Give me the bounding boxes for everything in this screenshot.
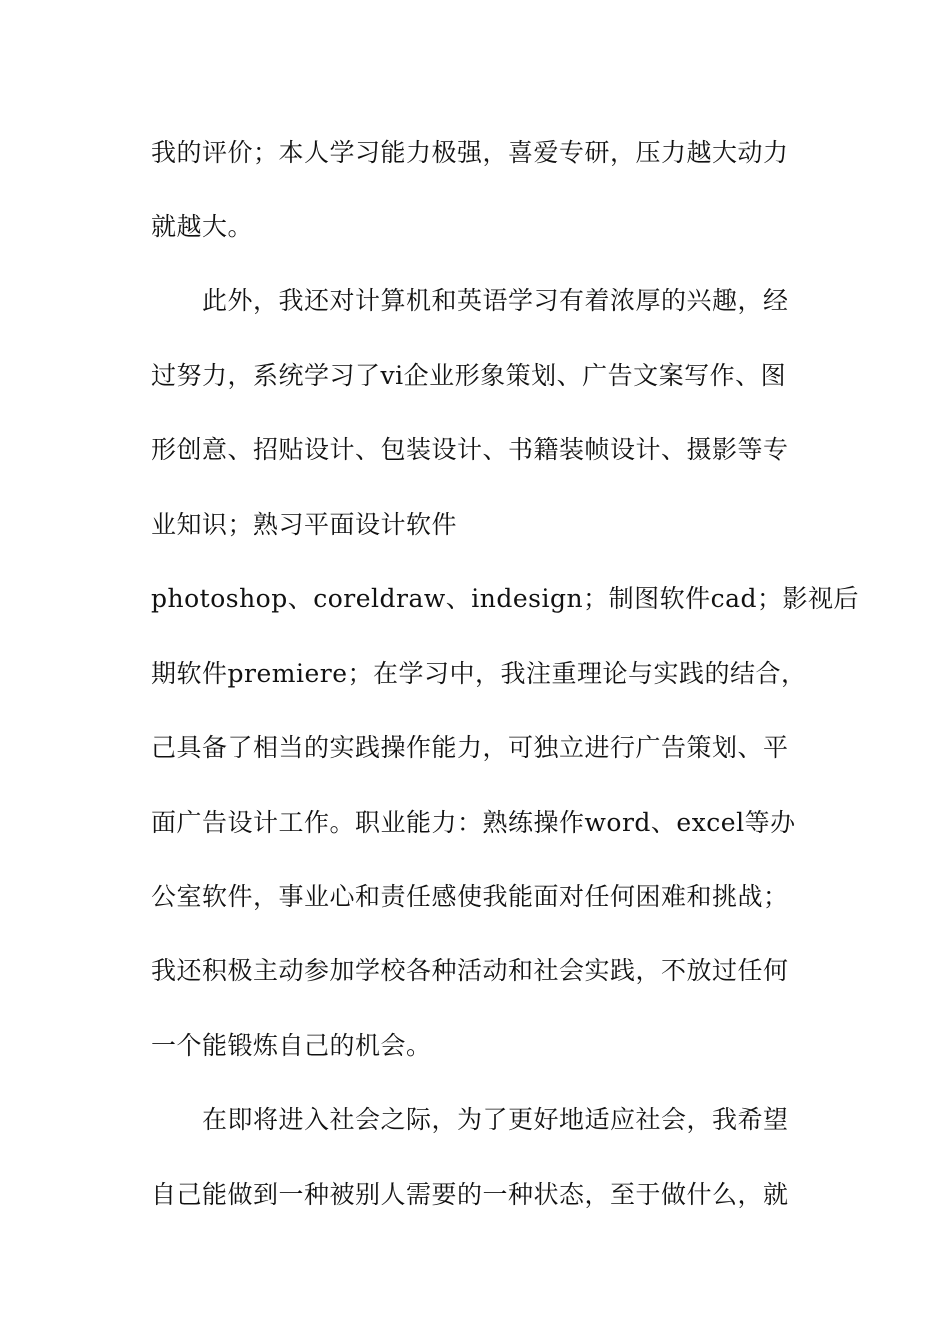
text-line: 己具备了相当的实践操作能力，可独立进行广告策划、平 bbox=[151, 733, 789, 762]
text-line: 形创意、招贴设计、包装设计、书籍装帧设计、摄影等专 bbox=[151, 435, 789, 464]
text-line: 期软件premiere；在学习中，我注重理论与实践的结合， bbox=[151, 659, 807, 688]
text-line: 此外，我还对计算机和英语学习有着浓厚的兴趣，经 bbox=[151, 286, 789, 315]
text-line: 公室软件，事业心和责任感使我能面对任何困难和挑战； bbox=[151, 882, 789, 911]
text-line: 自己能做到一种被别人需要的一种状态，至于做什么，就 bbox=[151, 1180, 789, 1209]
text-line: 一个能锻炼自己的机会。 bbox=[151, 1031, 432, 1060]
text-line: 过努力，系统学习了vi企业形象策划、广告文案写作、图 bbox=[151, 361, 787, 390]
text-line: photoshop、coreldraw、indesign；制图软件cad；影视后 bbox=[151, 584, 860, 613]
text-line: 业知识；熟习平面设计软件 bbox=[151, 510, 458, 539]
text-line: 我还积极主动参加学校各种活动和社会实践，不放过任何 bbox=[151, 956, 789, 985]
text-line: 我的评价；本人学习能力极强，喜爱专研，压力越大动力 bbox=[151, 138, 789, 167]
text-line: 面广告设计工作。职业能力：熟练操作word、excel等办 bbox=[151, 808, 796, 837]
text-line: 在即将进入社会之际，为了更好地适应社会，我希望 bbox=[151, 1105, 789, 1134]
text-line: 就越大。 bbox=[151, 212, 254, 241]
